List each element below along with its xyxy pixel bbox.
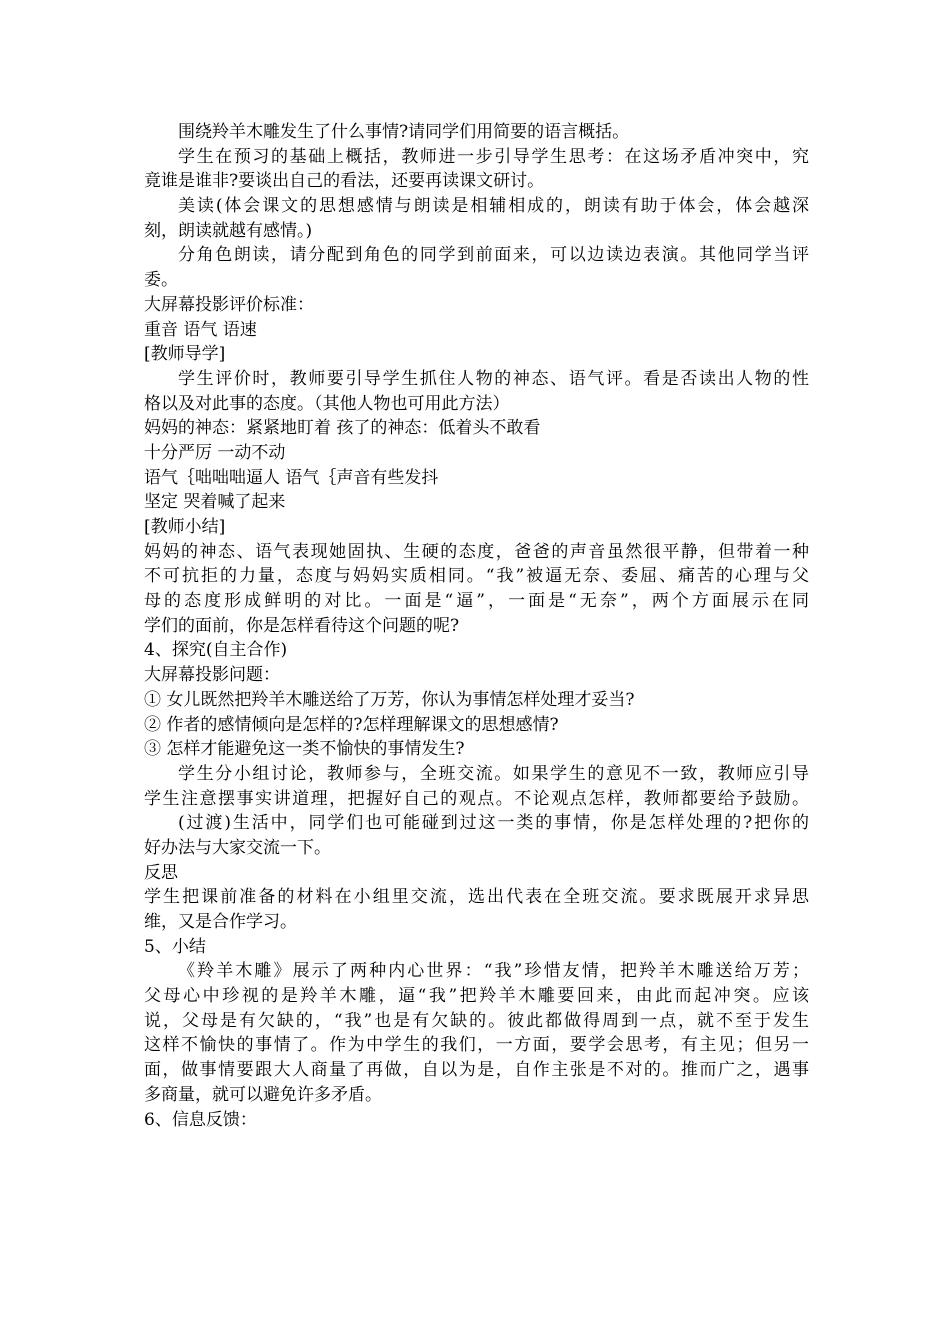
paragraph-line: 语气｛咄咄咄逼人 语气｛声音有些发抖	[144, 467, 439, 488]
paragraph-line: 学生把课前准备的材料在小组里交流，选出代表在全班交流。要求既展开求异思	[144, 887, 809, 908]
paragraph-line: 重音 语气 语速	[144, 319, 257, 340]
paragraph-line: 坚定 哭着喊了起来	[144, 492, 286, 513]
paragraph-line: 学们的面前，你是怎样看待这个问题的呢?	[144, 615, 460, 636]
paragraph-line: 妈妈的神态、语气表现她固执、生硬的态度，爸爸的声音虽然很平静，但带着一种	[144, 541, 809, 562]
section-heading: 4、探究(自主合作)	[144, 640, 288, 661]
paragraph-line: 分角色朗读，请分配到角色的同学到前面来，可以边读边表演。其他同学当评	[178, 245, 809, 266]
paragraph-line: 学生注意摆事实讲道理，把握好自己的观点。不论观点怎样，教师都要给予鼓励。	[144, 788, 809, 809]
paragraph-line: 学生分小组讨论，教师参与，全班交流。如果学生的意见不一致，教师应引导	[178, 763, 809, 784]
section-label: [教师导学]	[144, 344, 226, 365]
paragraph-line: 学生在预习的基础上概括，教师进一步引导学生思考：在这场矛盾冲突中，究	[178, 146, 809, 167]
paragraph-line: 格以及对此事的态度。（其他人物也可用此方法）	[144, 393, 510, 414]
paragraph-line: 竟谁是谁非?要谈出自己的看法，还要再读课文研讨。	[144, 171, 545, 192]
question-item: ③ 怎样才能避免这一类不愉快的事情发生?	[144, 739, 465, 760]
section-heading: 5、小结	[144, 936, 206, 957]
paragraph-line: (过渡)生活中，同学们也可能碰到过这一类的事情，你是怎样处理的?把你的	[178, 813, 809, 834]
paragraph-line: 多商量，就可以避免许多矛盾。	[144, 1084, 382, 1105]
section-heading: 反思	[144, 862, 178, 883]
paragraph-line: 面，做事情要跟大人商量了再做，自以为是，自作主张是不对的。推而广之，遇事	[144, 1060, 809, 1081]
heading-line: 大屏幕投影评价标准：	[144, 294, 314, 315]
paragraph-line: 围绕羚羊木雕发生了什么事情?请同学们用简要的语言概括。	[178, 122, 630, 142]
paragraph-line: 这样不愉快的事情了。作为中学生的我们，一方面，要学会思考，有主见；但另一	[144, 1035, 809, 1056]
paragraph-line: 十分严厉 一动不动	[144, 442, 286, 463]
paragraph-line: 大屏幕投影问题：	[144, 665, 280, 686]
paragraph-line: 刻，朗读就越有感情。)	[144, 220, 313, 241]
document-body	[144, 120, 809, 1132]
paragraph-line: 妈妈的神态：紧紧地盯着 孩了的神态：低着头不敢看	[144, 418, 541, 439]
paragraph-line: 母的态度形成鲜明的对比。一面是“逼”，一面是“无奈”，两个方面展示在同	[144, 591, 809, 612]
paragraph-line: 委。	[144, 270, 178, 291]
section-heading: 6、信息反馈：	[144, 1109, 257, 1130]
paragraph-line: 父母心中珍视的是羚羊木雕，逼“我”把羚羊木雕要回来，由此而起冲突。应该	[144, 986, 809, 1007]
paragraph-line: 维，又是合作学习。	[144, 912, 297, 932]
question-item: ① 女儿既然把羚羊木雕送给了万芳，你认为事情怎样处理才妥当?	[144, 689, 635, 710]
paragraph-line: 美读(体会课文的思想感情与朗读是相辅相成的，朗读有助于体会，体会越深	[178, 196, 809, 217]
section-label: [教师小结]	[144, 517, 226, 537]
question-item: ② 作者的感情倾向是怎样的?怎样理解课文的思想感情?	[144, 714, 559, 735]
paragraph-line: 好办法与大家交流一下。	[144, 837, 331, 858]
paragraph-line: 《羚羊木雕》展示了两种内心世界：“我”珍惜友情，把羚羊木雕送给万芳；	[178, 961, 809, 982]
paragraph-line: 说，父母是有欠缺的，“我”也是有欠缺的。彼此都做得周到一点，就不至于发生	[144, 1010, 809, 1031]
paragraph-line: 学生评价时，教师要引导学生抓住人物的神态、语气评。看是否读出人物的性	[178, 368, 809, 389]
paragraph-line: 不可抗拒的力量，态度与妈妈实质相同。“我”被逼无奈、委屈、痛苦的心理与父	[144, 566, 809, 587]
